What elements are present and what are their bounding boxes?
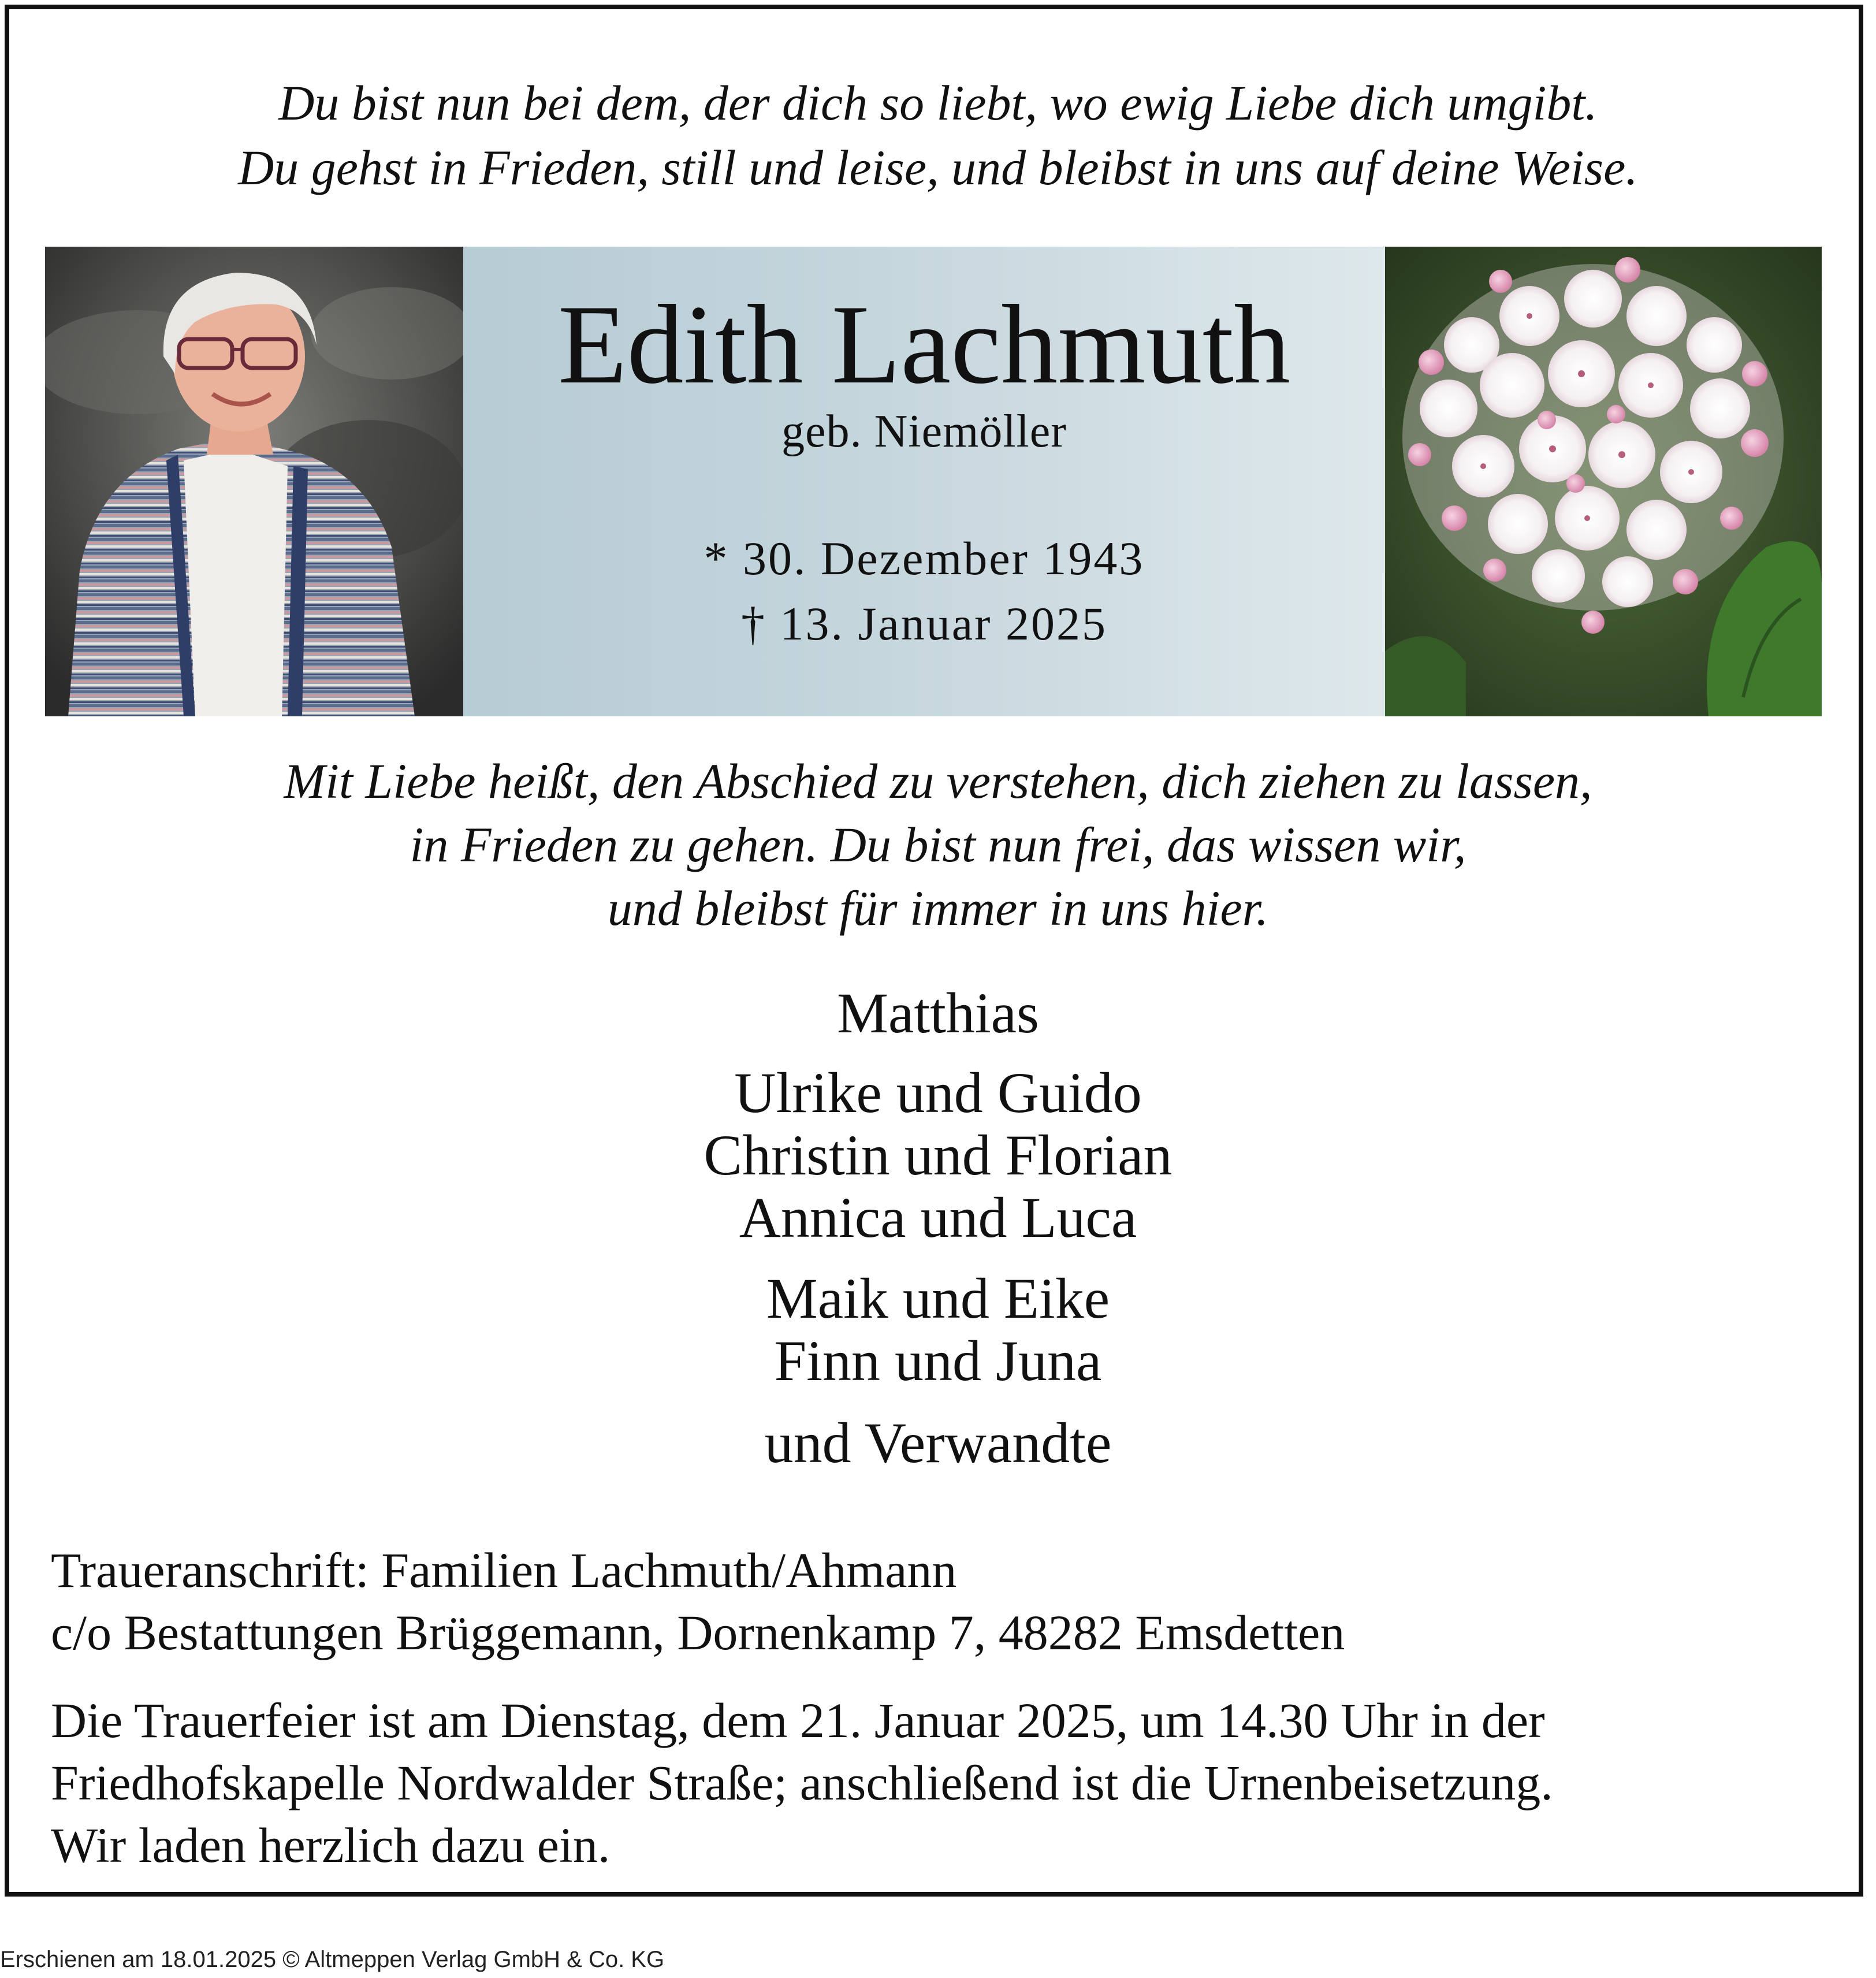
name-block xyxy=(463,247,1385,716)
ceremony-line-3: Wir laden herzlich dazu ein. xyxy=(51,1817,611,1873)
deceased-name: Edith Lachmuth xyxy=(557,282,1291,407)
address-line-2: c/o Bestattungen Brüggemann, Dornenkamp 7, 48282 Emsdetten xyxy=(51,1605,1345,1660)
portrait-photo xyxy=(45,247,463,716)
ceremony-line-2: Friedhofskapelle Nordwalder Straße; anschließend ist die Urnenbeisetzung. xyxy=(51,1755,1553,1810)
birth-date: * 30. Dezember 1943 xyxy=(704,532,1145,585)
verse-top-line-2: Du gehst in Frieden, still und leise, und bleibst in uns auf deine Weise. xyxy=(238,140,1638,195)
mourner-line: Annica und Luca xyxy=(739,1185,1137,1250)
mourner-line: und Verwandte xyxy=(764,1411,1112,1475)
mourner-line: Finn und Juna xyxy=(774,1329,1102,1393)
mourner-line: Maik und Eike xyxy=(766,1266,1110,1330)
verse-middle-line-3: und bleibst für immer in uns hier. xyxy=(607,880,1269,936)
death-date: † 13. Januar 2025 xyxy=(740,597,1107,650)
verse-middle-line-1: Mit Liebe heißt, den Abschied zu verstehen, dich ziehen zu lassen, xyxy=(284,753,1592,809)
ceremony-line-1: Die Trauerfeier ist am Dienstag, dem 21. Januar 2025, um 14.30 Uhr in der xyxy=(51,1693,1545,1748)
birth-name: geb. Niemöller xyxy=(781,406,1067,457)
verse-top-line-1: Du bist nun bei dem, der dich so liebt, wo ewig Liebe dich umgibt. xyxy=(278,75,1598,131)
publication-footer: Erschienen am 18.01.2025 © Altmeppen Verlag GmbH & Co. KG xyxy=(0,1947,665,1972)
verse-middle-line-2: in Frieden zu gehen. Du bist nun frei, das wissen wir, xyxy=(410,817,1466,872)
address-line-1: Traueranschrift: Familien Lachmuth/Ahmann xyxy=(51,1542,957,1598)
mourner-line: Ulrike und Guido xyxy=(734,1061,1142,1125)
mourner-line: Matthias xyxy=(837,981,1039,1045)
flower-photo xyxy=(1385,247,1822,716)
mourner-line: Christin und Florian xyxy=(704,1123,1172,1187)
